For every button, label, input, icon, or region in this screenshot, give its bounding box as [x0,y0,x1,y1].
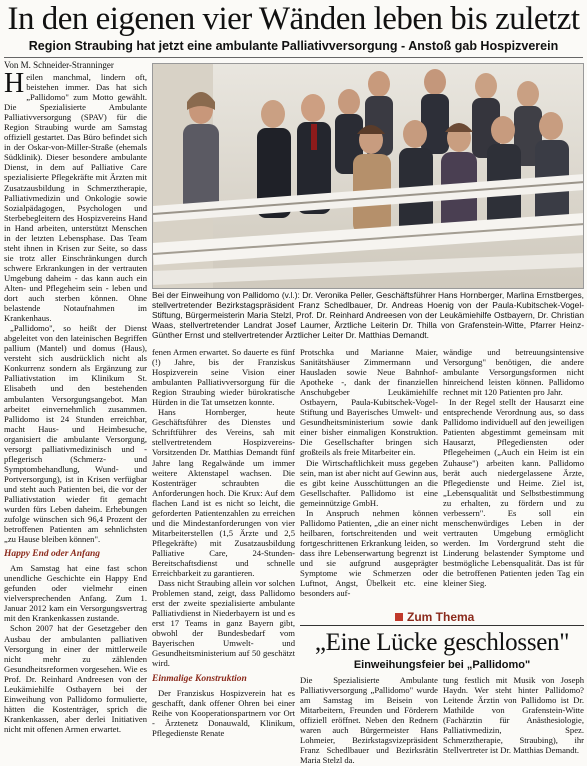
paragraph: Die Spezialisierte Ambulante Palliativversorgung „Pallidomo" wurde am Samstag im Beisein von Mitarbeitern, Freunden und Förderern offiziell eröffnet. Neben den Rednern waren auch Bürgermeister Hans Lohmeier, Bezirkstagsvizepräsident Franz Schedlbauer und Bezirksrätin Maria Stelzl da. [300,675,438,766]
article-column-3 [300,347,438,607]
box-headline: „Eine Lücke geschlossen" [314,629,570,656]
subhead-happy-end: Happy End oder Anfang [4,549,100,560]
box-subheadline: Einweihungsfeier bei „Pallidomo" [353,659,531,671]
photo-caption: Bei der Einweihung von Pallidomo (v.l.): Dr. Veronika Peller, Geschäftsführer Hans Hornberger, Marlina Ernstberges, stellvertretender Bezirkstagspräsident Franz Schedlbauer, Dr. Andreas Hoenig von der Paula-Kubitschek-Vogel-Stiftung, Bürgermeisterin Maria Stelzl, Prof. Dr. Reinhard Andreesen von der Leukämiehilfe Ostbayern, Dr. Christian Waas, stellvertretender Landrat Josef Laumer, Ärztliche Leiterin Dr. Thilla von Grafenstein-Witte, Pfarrer Heinz-Günther Ernst und stellvertretender Ärztlicher Leiter Dr. Matthias Demandt. [152,290,584,340]
paragraph: Dass nicht Straubing allein vor solchen Problemen stand, zeigt, dass Pallidomo erst der zweite spezialisierte ambulante Palliativdienst in Niederbayern ist und es erst 17 Teams in ganz Bayern gibt, obwohl der Bundesbedarf vom Bayerischen Umwelt- und Gesundheitsministerium auf 50 geschätzt wird. [152,578,295,669]
zum-thema-text: Zum Thema [407,610,475,624]
paragraph: Am Samstag hat eine fast schon unendliche Geschichte ein Happy End gefunden oder vielmehr einen vielversprechenden Anfang. Zum 1. Januar 2012 kam ein Versorgungsvertrag mit den Krankenkassen zustande. [4,563,147,624]
paragraph: In der Regel stellt der Hausarzt eine entsprechende Verordnung aus, so dass Pallidomo individuell auf den jeweiligen Patienten abgestimmt gemeinsam mit Hausarzt, Pflegediensten oder Pflegeheimen („Auch ein Heim ist ein Zuhause") arbeiten kann. Pallidomo berät auch niedergelassene Ärzte, Pflegedienste und Heime. Ziel ist, „Lebensqualität und Selbstbestimmung zu erhalten, zu fördern und zu verbessern". Es soll ein menschenwürdiges Leben in der vertrauten Umgebung ermöglicht werden. Im Vordergrund steht die Linderung belastender Symptome und bestmögliche Lebensqualität. Das ist für die betroffenen Patienten jeden Tag ein kleiner Sieg. [443,397,584,589]
header-rule [4,57,583,58]
lead-text: eilen manchmal, lindern oft, beistehen immer. Das hat sich „Pallidomo" zum Motto gewählt. Die Spezialisierte Ambulante Palliativversorgung (SPAV) für die Region Straubing wurde am Samstag offiziell gestartet. Das Büro befindet sich in der Oskar-von-Miller-Straße (ehemals Südklinik). Dieser besondere ambulante Dienst, in dem auf Palliative Care spezialisierte Pflegekräfte mit Ärzten mit Zusatzausbildung in Schmerztherapie, Palliativmedizin und Onkologie sowie Sozialpädagogen, Psychologen und Sterbebegleitern des Hospizvereins Hand in Hand arbeiten, unterstützt Menschen in der letzten Lebensphase. Das Team steht ihnen in Krisen zur Seite, so dass sie trotz aller Einschränkungen durch schwere Erkrankungen in der vertrauten Umgebung daheim - das kann auch ein Alten- und Pflegeheim sein - leben und dort auch sterben können. Ohne belastende Notaufnahmen im Krankenhaus. [4,72,147,324]
subheadline: Region Straubing hat jetzt eine ambulante Palliativversorgung - Anstoß gab Hospizverein [28,39,559,53]
article-column-2 [152,347,295,766]
paragraph: Der Franziskus Hospizverein hat es geschafft, dank offener Ohren bei einer Reihe von Kooperationspartnern vor Ort - Ärztenetz Donauwald, Klinikum, Pflegedienste Renate [152,687,295,738]
box-column-right [443,675,584,766]
paragraph: fenen Armen erwartet. So dauerte es fünf (!) Jahre, bis der Franziskus Hospizverein seine Vision einer ambulanten Palliativversorgung für die Region Straubing wieder bürokratische Hürden in die Tat umsetzen konnte. [152,347,295,408]
byline: Von M. Schneider-Stranninger [4,60,114,70]
box-column-left [300,675,438,766]
paragraph: Die Wirtschaftlichkeit muss gegeben sein, man ist aber nicht auf Gewinn aus, es gibt keine Ausschüttungen an die Gesellschafter. Pallidomo ist eine gemeinnützige GmbH. [300,457,438,508]
zum-thema-label [395,610,474,624]
zum-thema-rule [300,625,584,626]
article-column-1 [4,72,147,766]
lead-paragraph [4,72,147,323]
red-square-icon [395,613,403,621]
paragraph: Protschka und Marianne Maier, Sanitätshäuser Zimmermann und Hausladen sowie Neue Bahnhof-Apotheke -, dank der finanziellen Anschubgeber Leukämiehilfe Ostbayern, Paula-Kubitschek-Vogel-Stiftung und Bayerisches Umwelt- und Gesundheitsministerium sowie dank einer bisher einmaligen Konstruktion. Die Gesellschafter bringen sich großteils als freie Mitarbeiter ein. [300,347,438,458]
paragraph: tung festlich mit Musik von Joseph Haydn. Wer steht hinter Pallidomo? Leitende Ärztin von Pallidomo ist Dr. Mathilde von Grafenstein-Witte (Fachärztin für Anästhesiologie, Palliativmedizin, Spez. Schmerztherapie, Straubing), ihr Stellvertreter ist Dr. Matthias Demandt. [443,675,584,756]
subhead-einmalige-konstruktion: Einmalige Konstruktion [152,673,247,684]
headline: In den eigenen vier Wänden leben bis zuletzt [7,1,580,37]
paragraph: In Anspruch nehmen können Pallidomo Patienten, „die an einer nicht heilbaren, fortschreitenden und weit fortgeschrittenen Erkrankung leiden, so dass ihre Lebenserwartung begrenzt ist und sie aufgrund ausgeprägter Symptome wie Schmerzen oder Luftnot, Angst, Übelkeit etc. eine besonders auf- [300,507,438,599]
group-photo [152,63,584,289]
group-photo-illustration [153,64,584,289]
article-column-4 [443,347,584,607]
paragraph: „Pallidomo", so heißt der Dienst abgeleitet von den lateinischen Begriffen pallium (Mantel) und domus (Haus), versteht sich ausdrücklich nicht als Konkurrenz sondern als Ergänzung zur Palliativstation im Klinikum St. Elisabeth und den bestehenden ambulanten Versorgungsangebot. Man arbeitet einvernehmlich zusammen. Pallidomo ist 24 Stunden erreichbar, macht Haus- und Heimbesuche, organisiert die ambulante Versorgung, versorgt palliativmedizinisch und -pflegerisch (Schmerz- und Symptombehandlung, Wund- und Portversorgung), ist in Krisen verfügbar und steht auch Patienten bei, die vor der Palliativstation wieder fit gemacht wurden fürs Leben daheim. Erhebungen zufolge wünschen sich 96,4 Prozent der betroffenen Patienten am sehnlichsten „zu Hause bleiben können". [4,323,147,545]
drop-cap: H [4,72,25,99]
paragraph: Hans Hornberger, heute Geschäftsführer des Dienstes und Schriftführer des Vereins, sah mit stellvertretendem Hospizvereins-Vorsitzenden Dr. Matthias Demandt fünf Jahre lang Regalwände um immer weitere Aktenstapel wachsen. Die Kostenträger schraubten die Anforderungen hoch. Die Krux: Auf dem flachen Land ist es nicht so leicht, die geforderten Patientenzahlen zu erreichen und die Mindestanforderungen von vier Mitarbeiterstellen (1,5 Ärzte und 2,5 Pflegekräfte) mit Zusatzausbildung Palliative Care, 24-Stunden-Bereitschaftsdienst und schnelle Erreichbarkeit zu garantieren. [152,407,295,579]
paragraph: Schon 2007 hat der Gesetzgeber den Ausbau der ambulanten palliativen Versorgung in einer der mittlerweile nicht mehr zu zählenden Gesundheitsreformen vorgesehen. Wie es Prof. Dr. Reinhard Andreesen von der Leukämiehilfe Ostbayern bei der Einweihung von Pallidomo formulierte, hätten die Kostenträger, sprich die Krankenkassen, aber derlei Initiativen nicht mit offenen Armen erwartet. [4,623,147,734]
paragraph: wändige und betreuungsintensive Versorgung" benötigen, die andere ambulante Versorgungsformen nicht hinreichend leisten können. Pallidomo rechnet mit 120 Patienten pro Jahr. [443,347,584,398]
